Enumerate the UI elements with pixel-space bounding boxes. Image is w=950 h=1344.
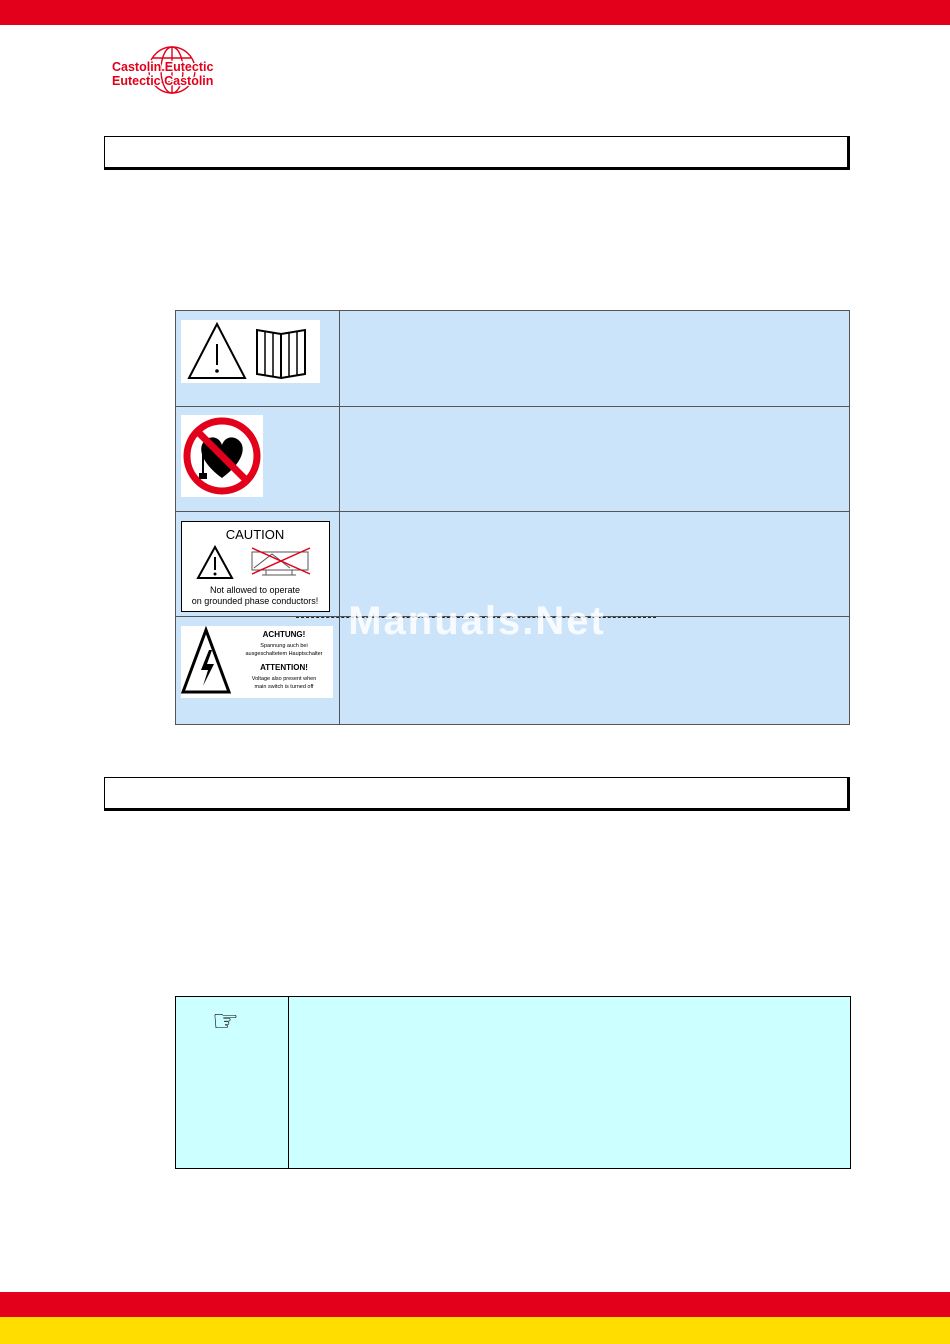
bottom-yellow-band xyxy=(0,1317,950,1344)
logo-line-2: Eutectic Castolin xyxy=(112,74,214,88)
section-heading-box-1 xyxy=(104,136,850,170)
warning-row-text xyxy=(340,406,849,511)
high-voltage-de-line-2: ausgeschaltetem Hauptschalter xyxy=(245,651,323,657)
section-heading-2 xyxy=(105,778,847,790)
no-pacemaker-icon xyxy=(181,415,263,497)
caution-line-2: on grounded phase conductors! xyxy=(191,596,319,606)
caution-line-1: Not allowed to operate xyxy=(209,585,301,595)
warning-row-text xyxy=(340,311,849,406)
warning-row-manual xyxy=(176,311,849,407)
logo-line-1: Castolin Eutectic xyxy=(112,60,214,74)
section-heading-1 xyxy=(105,137,847,149)
watermark-text: Manuals.Net xyxy=(348,599,606,643)
warning-and-manual-icon xyxy=(181,320,320,383)
warning-signs-table xyxy=(175,310,850,725)
high-voltage-en-line-2: main switch is turned off xyxy=(254,684,314,690)
warning-row-icon-cell xyxy=(176,311,340,406)
warning-row-icon-cell xyxy=(176,406,340,511)
high-voltage-de-title: ACHTUNG! xyxy=(262,630,306,639)
top-brand-bar xyxy=(0,0,950,25)
note-text xyxy=(289,997,850,1168)
bottom-red-band xyxy=(0,1292,950,1317)
high-voltage-en-title: ATTENTION! xyxy=(260,663,308,672)
section-heading-box-2 xyxy=(104,777,850,811)
castolin-eutectic-logo xyxy=(108,44,238,96)
pointing-hand-icon: ☞ xyxy=(212,1004,239,1039)
high-voltage-en-line-1: Voltage also present when xyxy=(251,676,317,682)
high-voltage-de-line-1: Spannung auch bei xyxy=(260,643,308,649)
note-table xyxy=(175,996,851,1169)
caution-title: CAUTION xyxy=(225,527,285,542)
warning-row-pacemaker xyxy=(176,406,849,512)
note-icon-cell xyxy=(176,997,289,1168)
